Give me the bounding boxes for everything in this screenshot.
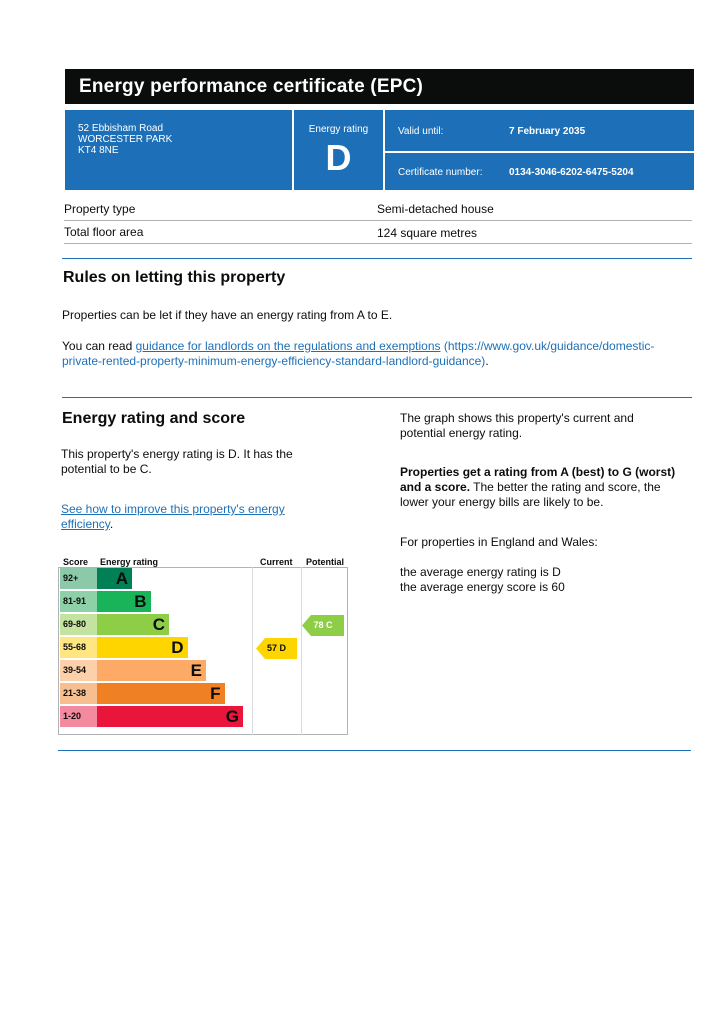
average-score: the average energy score is 60 — [400, 580, 565, 594]
energy-rating-value: D — [325, 137, 352, 178]
bold-text: and a score. — [400, 480, 471, 494]
band-bar — [97, 591, 151, 612]
valid-until-label: Valid until: — [398, 126, 444, 137]
band-letter: E — [190, 661, 202, 680]
property-address — [78, 123, 172, 156]
improve-efficiency-link[interactable]: See how to improve this property's energy — [61, 502, 285, 516]
band-score-label: 21-38 — [60, 683, 97, 704]
band-bar — [97, 660, 206, 681]
divider — [64, 220, 692, 221]
chart-header-rating: Energy rating — [100, 557, 159, 567]
band-score-label: 1-20 — [60, 706, 97, 727]
band-score-label: 92+ — [60, 568, 97, 589]
band-bar — [97, 614, 169, 635]
guidance-url[interactable]: (https://www.gov.uk/guidance/domestic- — [443, 339, 655, 353]
title-bar — [65, 69, 694, 104]
letting-guidance-paragraph — [62, 339, 702, 369]
guidance-prefix: You can read — [62, 339, 136, 353]
band-bar — [97, 637, 188, 658]
rating-heading: Energy rating and score — [62, 410, 246, 427]
landlord-guidance-link[interactable]: guidance for landlords on the regulations and exemptions — [135, 339, 441, 353]
improve-paragraph — [61, 502, 285, 532]
section-divider — [62, 397, 692, 398]
guidance-url[interactable]: private-rented-property-minimum-energy-efficiency-standard-landlord-guidance) — [62, 354, 486, 368]
band-letter: C — [152, 615, 165, 634]
band-score-label: 39-54 — [60, 660, 97, 681]
rating-paragraph — [61, 447, 293, 477]
certificate-number-value: 0134-3046-6202-6475-5204 — [509, 167, 634, 178]
rating-line: This property's energy rating is D. It has the — [61, 447, 293, 461]
letting-paragraph: Properties can be let if they have an energy rating from A to E. — [62, 308, 393, 322]
letting-heading: Rules on letting this property — [63, 269, 286, 286]
band-letter: B — [134, 592, 147, 611]
average-info — [400, 565, 565, 595]
band-bar — [97, 568, 132, 589]
section-divider — [58, 750, 691, 751]
potential-rating-arrow — [302, 615, 344, 636]
valid-until-value: 7 February 2035 — [509, 126, 586, 137]
energy-rating-label: Energy rating — [308, 124, 369, 135]
divider — [64, 243, 692, 244]
property-type-label: Property type — [64, 202, 136, 216]
band-letter: G — [225, 707, 239, 726]
chart-header-potential: Potential — [306, 557, 345, 567]
average-rating: the average energy rating is D — [400, 565, 561, 579]
floor-area-value: 124 square metres — [377, 226, 478, 240]
current-rating-arrow — [256, 638, 297, 659]
address-line: 52 Ebbisham Road — [78, 123, 164, 134]
band-letter: A — [115, 569, 128, 588]
rating-band-c — [60, 614, 310, 635]
region-note: For properties in England and Wales: — [400, 535, 598, 549]
band-letter: D — [171, 638, 184, 657]
rating-scale-explanation — [400, 465, 700, 510]
current-rating-arrow-label: 57 D — [266, 643, 286, 653]
guidance-suffix: . — [485, 354, 489, 368]
rating-band-g — [60, 706, 310, 727]
band-score-label: 81-91 — [60, 591, 97, 612]
page-title: Energy performance certificate (EPC) — [79, 76, 424, 97]
band-score-label: 69-80 — [60, 614, 97, 635]
graph-explanation — [400, 411, 634, 441]
rating-line: potential to be C. — [61, 462, 152, 476]
band-bar — [97, 683, 225, 704]
band-letter: F — [210, 684, 221, 703]
rating-band-e — [60, 660, 310, 681]
rating-band-a — [60, 568, 310, 589]
text-line: The graph shows this property's current and — [400, 411, 634, 425]
potential-rating-arrow-label: 78 C — [313, 620, 333, 630]
section-divider — [62, 258, 692, 259]
bold-text: Properties get a rating from A (best) to G (worst) — [400, 465, 676, 479]
text-line: potential energy rating. — [400, 426, 523, 440]
rating-band-f — [60, 683, 310, 704]
divider — [385, 151, 694, 153]
certificate-number-label: Certificate number: — [398, 167, 483, 178]
band-score-label: 55-68 — [60, 637, 97, 658]
text-line: The better the rating and score, the — [470, 480, 661, 494]
certificate-summary — [65, 110, 694, 190]
divider — [383, 110, 385, 190]
energy-rating-chart — [58, 557, 348, 735]
property-type-value: Semi-detached house — [377, 202, 494, 216]
chart-header-score: Score — [63, 557, 89, 567]
band-bar — [97, 706, 243, 727]
chart-header-current: Current — [260, 557, 293, 567]
address-line: WORCESTER PARK — [78, 134, 173, 145]
rating-band-b — [60, 591, 310, 612]
floor-area-label: Total floor area — [64, 225, 144, 239]
link-suffix: . — [109, 517, 114, 531]
improve-efficiency-link[interactable]: efficiency — [61, 517, 110, 531]
address-line: KT4 8NE — [78, 145, 119, 156]
text-line: lower your energy bills are likely to be. — [400, 495, 604, 509]
